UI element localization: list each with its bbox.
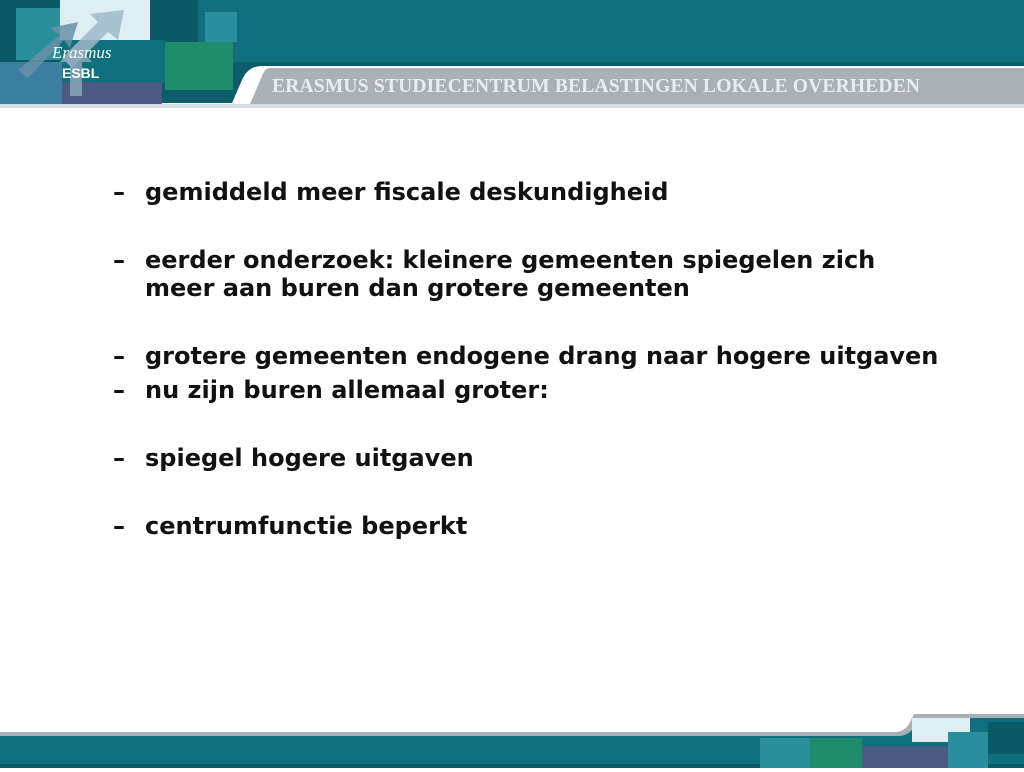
- logo-script-text: Erasmus: [52, 43, 112, 62]
- bullet-list: [113, 178, 973, 540]
- bullet-dash: –: [113, 444, 125, 472]
- bullet-text: eerder onderzoek: kleinere gemeenten spiegelen zich meer aan buren dan grotere gemeenten: [145, 246, 876, 302]
- footer-square: [948, 732, 988, 768]
- bullet-dash: –: [113, 376, 125, 404]
- logo-square: [165, 42, 233, 90]
- bullet-text: gemiddeld meer fiscale deskundigheid: [145, 178, 669, 206]
- footer-square: [810, 738, 862, 768]
- footer-square: [862, 746, 950, 768]
- bullet-text: grotere gemeenten endogene drang naar hogere uitgaven: [145, 342, 939, 370]
- footer-square: [988, 722, 1024, 754]
- list-item: [113, 342, 973, 370]
- list-item: [113, 444, 973, 472]
- bullet-dash: –: [113, 246, 125, 274]
- bullet-text: centrumfunctie beperkt: [145, 512, 468, 540]
- footer-square: [760, 738, 810, 768]
- header-title: ERASMUS STUDIECENTRUM BELASTINGEN LOKALE OVERHEDEN: [272, 76, 921, 97]
- bullet-text: spiegel hogere uitgaven: [145, 444, 474, 472]
- list-item: [113, 376, 973, 404]
- logo-esbl: ESBL: [62, 65, 100, 81]
- logo-square: [205, 12, 237, 42]
- logo-square: [150, 0, 198, 42]
- list-item: [113, 512, 973, 540]
- list-item: [113, 246, 973, 302]
- bullet-dash: –: [113, 342, 125, 370]
- bullet-dash: –: [113, 178, 125, 206]
- slide-footer: [0, 708, 1024, 768]
- list-item: [113, 178, 973, 206]
- footer-graphic: [0, 708, 1024, 768]
- slide-header: [0, 0, 1024, 110]
- bullet-text: nu zijn buren allemaal groter:: [145, 376, 549, 404]
- bullet-dash: –: [113, 512, 125, 540]
